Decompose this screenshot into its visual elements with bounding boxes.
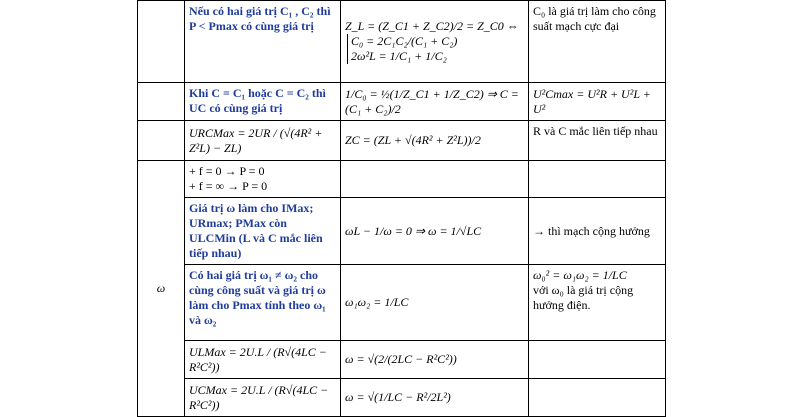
note-cell-empty [529,341,666,379]
formula-cell: ωL − 1/ω = 0 ⇒ ω = 1/√LC [341,198,529,265]
table-row [138,1,666,83]
note-text: với ω₀ là giá trị cộng hưởng điện. [533,283,634,312]
formula-cell: ω = √(1/LC − R²/2L²) [341,379,529,417]
condition-line-1: + f = 0 → P = 0 [189,164,265,178]
note-cell-empty [529,379,666,417]
formula-cell: 1/C₀ = ½(1/Z_C1 + 1/Z_C2) ⇒ C = (C₁ + C₂)/2 [341,83,529,121]
formula-cell-empty [341,161,529,198]
table-row [138,83,666,121]
table-row [138,121,666,161]
condition-cell: ULMax = 2U.L / (R√(4LC − R²C²)) [185,341,341,379]
formula-right-1: C₀ = 2C₁C₂/(C₁ + C₂) [351,34,458,48]
table-row [138,265,666,341]
formula-cell: ω = √(2/(2LC − R²C²)) [341,341,529,379]
condition-cell: Nếu có hai giá trị C₁ , C₂ thì P < Pmax có cùng giá trị [185,1,341,83]
note-cell: → thì mạch cộng hưởng [529,198,666,265]
formula-cell: ω₁ω₂ = 1/LC [341,265,529,341]
var-cell-empty [138,121,185,161]
condition-cell: Khi C = C₁ hoặc C = C₂ thì UC có cùng giá trị [185,83,341,121]
variable-cell: ω [138,161,185,417]
brace-group [347,34,457,64]
condition-cell [185,161,341,198]
formula-table [137,0,666,417]
condition-cell: URCMax = 2UR / (√(4R² + Z²L) − ZL) [185,121,341,161]
formula-right-2: 2ω²L = 1/C₁ + 1/C₂ [351,49,447,63]
condition-cell: UCMax = 2U.L / (R√(4LC − R²C²)) [185,379,341,417]
note-cell: C₀ là giá trị làm cho công suất mạch cực đại [529,1,666,83]
var-cell-empty [138,1,185,83]
note-cell [529,265,666,341]
note-cell: U²Cmax = U²R + U²L + U² [529,83,666,121]
note-cell-empty [529,161,666,198]
var-cell-empty [138,83,185,121]
table-row [138,379,666,417]
note-cell: R và C mắc liên tiếp nhau [529,121,666,161]
formula-cell [341,1,529,83]
formula-cell: ZC = (ZL + √(4R² + Z²L))/2 [341,121,529,161]
condition-cell: Giá trị ω làm cho IMax; URmax; PMax còn ULCMin (L và C mắc liên tiếp nhau) [185,198,341,265]
formula-left: Z_L = (Z_C1 + Z_C2)/2 = Z_C0 ⇔ [345,19,519,33]
table-row [138,198,666,265]
note-formula: ω₀² = ω₁ω₂ = 1/LC [533,268,627,282]
table-row [138,161,666,198]
table-row [138,341,666,379]
condition-line-2: + f = ∞ → P = 0 [189,179,268,193]
condition-cell: Có hai giá trị ω₁ ≠ ω₂ cho cùng công suất và giá trị ω làm cho Pmax tính theo ω₁ và ω₂ [185,265,341,341]
